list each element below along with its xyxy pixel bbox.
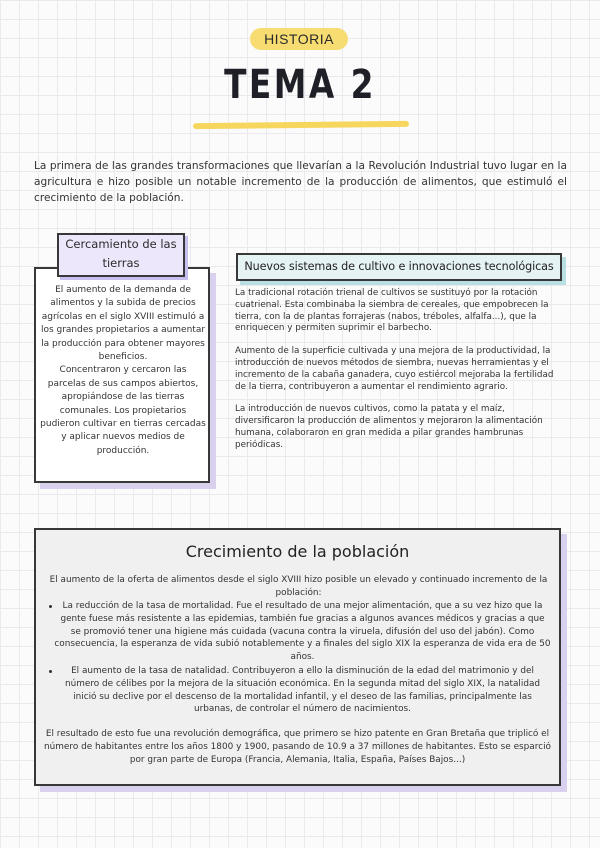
bullet-text: La reducción de la tasa de mortalidad. Fue el resultado de una mejor alimentación, que a su vez hizo que la gente fuese más resistente a las epidemias, también fue gracias a algunos avances médicos y gracias a que se promovió tener una higiene más cuidada (vacuna contra la viruela, difusión del uso del jabón). Como consecuencia, la esperanza de vida subió notablemente y a finales del siglo XIX la esperanza de vida era de 50 años. (54, 601, 551, 663)
population-bullets (46, 600, 551, 717)
enclosure-body (40, 284, 206, 458)
systems-body (235, 288, 565, 463)
bullet-icon (49, 605, 52, 608)
systems-paragraph-3: La introducción de nuevos cultivos, como la patata y el maíz, diversificaron la producción de alimentos y mejoraron la alimentación humana, colaboraron en gran medida a pilar grandes hambrunas periódicas. (235, 404, 543, 450)
population-lead: El aumento de la oferta de alimentos desde el siglo XVIII hizo posible un elevado y continuado incremento de la población: (49, 575, 548, 598)
bullet-icon (49, 670, 52, 673)
subject-badge: HISTORIA (250, 28, 348, 50)
enclosure-card (34, 267, 210, 483)
bullet-text: El aumento de la tasa de natalidad. Contribuyeron a ello la disminución de la edad del matrimonio y del número de célibes por la mejora de la situación económica. En la segunda mitad del siglo XIX, la natalidad inició su declive por el descenso de la mortalidad infantil, y el deseo de las familias, principalmente las urbanas, de controlar el número de nacimientos. (64, 665, 541, 715)
population-closing: El resultado de esto fue una revolución demográfica, que primero se hizo patente en Gran Bretaña que triplicó el número de habitantes entre los años 1800 y 1900, pasando de 10.9 a 37 millones de habitantes. Esto se esparció por gran parte de Europa (Francia, Alemania, Italia, España, Países Bajos...) (44, 729, 551, 765)
population-card (34, 528, 561, 786)
list-item (46, 600, 551, 664)
systems-heading: Nuevos sistemas de cultivo e innovaciones tecnológicas (236, 253, 562, 281)
page-title: TEMA 2 (224, 62, 376, 108)
list-item (46, 665, 551, 716)
systems-paragraph-2: Aumento de la superficie cultivada y una mejora de la productividad, la introducción de nuevos métodos de siembra, nuevas herramientas y el incremento de la cabaña ganadera, cuyo estiércol mejoraba la fertilidad de la tierra, contribuyeron a aumentar el rendimiento agrario. (235, 346, 554, 392)
intro-paragraph: La primera de las grandes transformaciones que llevarían a la Revolución Industrial tuvo lugar en la agricultura e hizo posible un notable incremento de la producción de alimentos, que estimuló el crecimiento de la población. (34, 160, 567, 204)
enclosure-paragraph-2: Concentraron y cercaron las parcelas de sus campos abiertos, apropiándose de las tierras comunales. Los propietarios pudieron cultivar en tierras cercadas y aplicar nuevos medios de producción. (40, 365, 206, 456)
title-underline (193, 121, 409, 129)
population-heading: Crecimiento de la población (185, 542, 410, 561)
systems-paragraph-1: La tradicional rotación trienal de cultivos se sustituyó por la rotación cuatrienal. Esta combinaba la siembra de cereales, que empobrecen la tierra, con la de plantas forrajeras (nabos, tréboles, alfalfa...), que la enriquecen y permiten suprimir el barbecho. (235, 288, 549, 334)
enclosure-paragraph-1: El aumento de la demanda de alimentos y la subida de precios agrícolas en el siglo XVIII estimuló a los grandes propietarios a aumentar la producción para obtener mayores beneficios. (40, 285, 206, 363)
enclosure-heading: Cercamiento de las tierras (57, 233, 185, 277)
